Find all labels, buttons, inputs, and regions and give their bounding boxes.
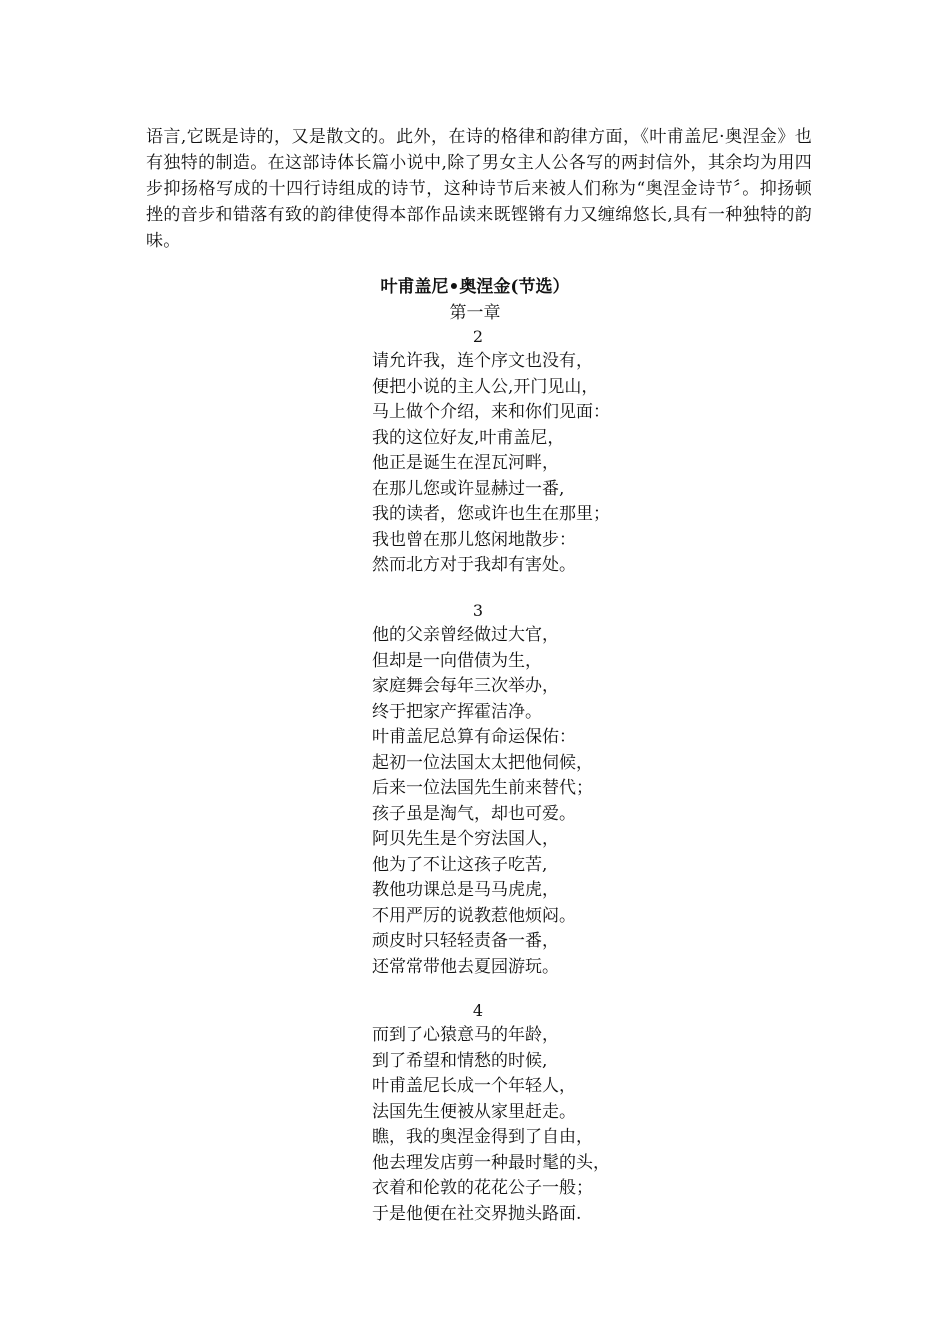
poem-line: 他去理发店剪一种最时髦的头， — [372, 1152, 610, 1173]
poem-line: 我的这位好友,叶甫盖尼， — [372, 427, 565, 448]
poem-line: 阿贝先生是个穷法国人， — [372, 829, 559, 849]
stanza-lines — [372, 623, 672, 980]
poem-line: 后来一位法国先生前来替代； — [372, 778, 593, 798]
poem-line: 还常常带他去夏园游玩。 — [372, 956, 559, 977]
poem-line: 叶甫盖尼总算有命运保佑： — [372, 727, 576, 747]
stanza-number: 3 — [472, 601, 484, 620]
poem-line: 他的父亲曾经做过大官， — [372, 625, 559, 645]
poem-line: 不用严厉的说教惹他烦闷。 — [372, 905, 576, 926]
poem-line: 我也曾在那儿悠闲地散步： — [372, 529, 576, 550]
poem-line: 家庭舞会每年三次举办， — [372, 676, 559, 696]
poem-line: 起初一位法国太太把他伺候， — [372, 752, 593, 773]
poem-line: 衣着和伦敦的花花公子一般； — [372, 1178, 593, 1198]
poem-line: 到了希望和情愁的时候, — [372, 1050, 548, 1071]
poem-line: 顽皮时只轻轻责备一番， — [372, 931, 559, 951]
stanza-number: 2 — [472, 327, 484, 346]
poem-line: 法国先生便被从家里赶走。 — [372, 1101, 576, 1122]
poem-line: 在那儿您或许显赫过一番, — [372, 478, 565, 499]
poem-line: 瞧，我的奥涅金得到了自由， — [372, 1127, 593, 1147]
poem-line: 然而北方对于我却有害处。 — [372, 555, 576, 575]
poem-line: 便把小说的主人公,开门见山， — [372, 376, 599, 397]
stanza-lines — [372, 349, 672, 579]
poem-line: 但却是一向借债为生， — [372, 650, 542, 671]
poem-line: 请允许我，连个序文也没有， — [372, 351, 593, 371]
stanza-lines — [372, 1023, 672, 1227]
poem-line: 他为了不让这孩子吃苦, — [372, 854, 548, 875]
poem-title: 叶甫盖尼•奥涅金(节选） — [380, 277, 570, 297]
poem-line: 终于把家产挥霍洁净。 — [372, 701, 542, 722]
poem-line: 而到了心猿意马的年龄， — [372, 1025, 559, 1045]
poem-line: 叶甫盖尼长成一个年轻人， — [372, 1076, 576, 1096]
poem-line: 于是他便在社交界抛头路面. — [372, 1203, 582, 1224]
poem-line: 教他功课总是马马虎虎， — [372, 880, 559, 900]
stanza-number: 4 — [472, 1001, 484, 1020]
intro-paragraph: 语言,它既是诗的，又是散文的。此外，在诗的格律和韵律方面，《叶甫盖尼·奥涅金》也有独特的制造。在这部诗体长篇小说中,除了男女主人公各写的两封信外，其余均为用四步抑扬格写成的十四行诗组成的诗节，这种诗节后来被人们称为“奥涅金诗节〞。抑扬顿挫的音步和错落有致的韵律使得本部作品读来既铿锵有力又缠绵悠长,具有一种独特的韵味。 — [146, 127, 812, 251]
poem-line: 他正是诞生在涅瓦河畔， — [372, 453, 559, 473]
poem-line: 马上做个介绍，来和你们见面： — [372, 402, 610, 422]
intro-section — [146, 124, 812, 254]
chapter-heading: 第一章 — [449, 303, 501, 323]
poem-line: 孩子虽是淘气，却也可爱。 — [372, 803, 576, 824]
poem-line: 我的读者，您或许也生在那里； — [372, 504, 610, 524]
